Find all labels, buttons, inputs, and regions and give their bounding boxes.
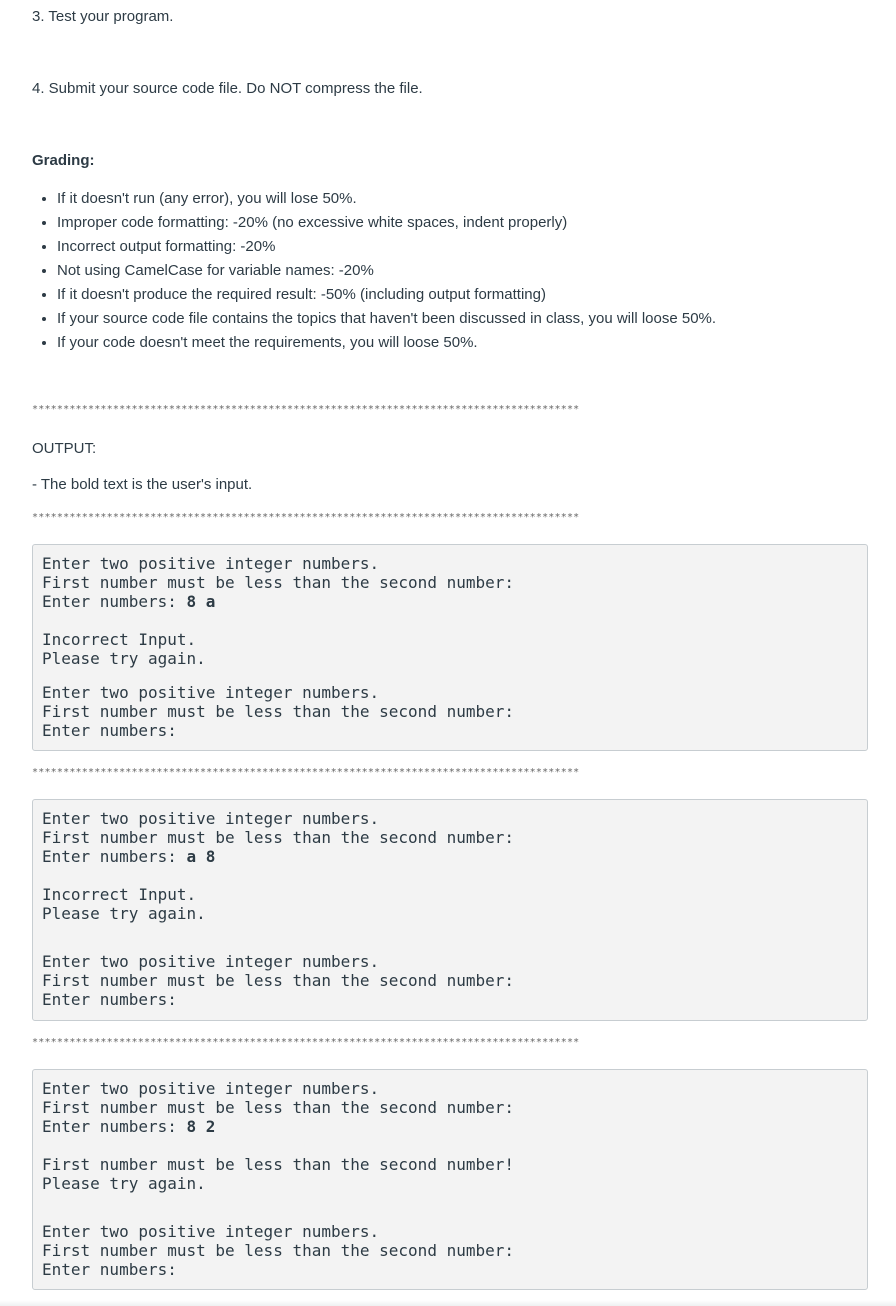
bottom-edge (0, 1300, 896, 1306)
prompt-line: Enter numbers: (42, 990, 177, 1009)
prompt-line: Enter two positive integer numbers. (42, 554, 380, 573)
prompt-line: Enter two positive integer numbers. (42, 952, 380, 971)
step-3-text: 3. Test your program. (32, 8, 174, 25)
user-input: 8 a (186, 592, 216, 611)
prompt-line: Enter numbers: (42, 1260, 177, 1279)
error-line: First number must be less than the second number! (42, 1155, 515, 1174)
prompt-text: Enter numbers: (42, 847, 187, 866)
prompt-line (42, 847, 858, 866)
prompt-line: Enter two positive integer numbers. (42, 1079, 380, 1098)
grading-item: • Incorrect output formatting: -20% (57, 235, 716, 259)
error-line: Please try again. (42, 904, 206, 923)
prompt-line: First number must be less than the second number: (42, 1241, 515, 1260)
prompt-line: Enter two positive integer numbers. (42, 683, 380, 702)
output-example-2 (32, 799, 868, 1021)
grading-list (32, 187, 716, 355)
separator: **************************************************************************************** (32, 513, 580, 523)
grading-item: • If your code doesn't meet the requirements, you will loose 50%. (57, 331, 716, 355)
prompt-line: First number must be less than the second number: (42, 702, 515, 721)
output-heading: OUTPUT: (32, 440, 97, 457)
output-example-1 (32, 544, 868, 751)
error-line: Please try again. (42, 1174, 206, 1193)
grading-item: • If it doesn't run (any error), you will lose 50%. (57, 187, 716, 211)
output-example-3 (32, 1069, 868, 1290)
prompt-line: Enter two positive integer numbers. (42, 809, 380, 828)
prompt-line (42, 592, 858, 611)
grading-heading: Grading: (32, 152, 95, 169)
prompt-text: Enter numbers: (42, 1117, 187, 1136)
grading-item: • If it doesn't produce the required result: -50% (including output formatting) (57, 283, 716, 307)
prompt-line: First number must be less than the second number: (42, 971, 515, 990)
separator: **************************************************************************************** (32, 768, 580, 778)
prompt-line: First number must be less than the second number: (42, 1098, 515, 1117)
prompt-text: Enter numbers: (42, 592, 187, 611)
prompt-line: Enter two positive integer numbers. (42, 1222, 380, 1241)
grading-item: • Not using CamelCase for variable names: -20% (57, 259, 716, 283)
prompt-line (42, 1117, 858, 1136)
separator: **************************************************************************************** (32, 405, 580, 415)
output-note: - The bold text is the user's input. (32, 476, 253, 493)
user-input: a 8 (186, 847, 216, 866)
separator: **************************************************************************************** (32, 1038, 580, 1048)
prompt-line: First number must be less than the second number: (42, 573, 515, 592)
grading-item: • Improper code formatting: -20% (no excessive white spaces, indent properly) (57, 211, 716, 235)
prompt-line: First number must be less than the second number: (42, 828, 515, 847)
error-line: Incorrect Input. (42, 885, 197, 904)
error-line: Please try again. (42, 649, 206, 668)
prompt-line: Enter numbers: (42, 721, 177, 740)
step-4-text: 4. Submit your source code file. Do NOT compress the file. (32, 80, 423, 97)
user-input: 8 2 (186, 1117, 216, 1136)
error-line: Incorrect Input. (42, 630, 197, 649)
grading-item: • If your source code file contains the topics that haven't been discussed in class, you will loose 50%. (57, 307, 716, 331)
